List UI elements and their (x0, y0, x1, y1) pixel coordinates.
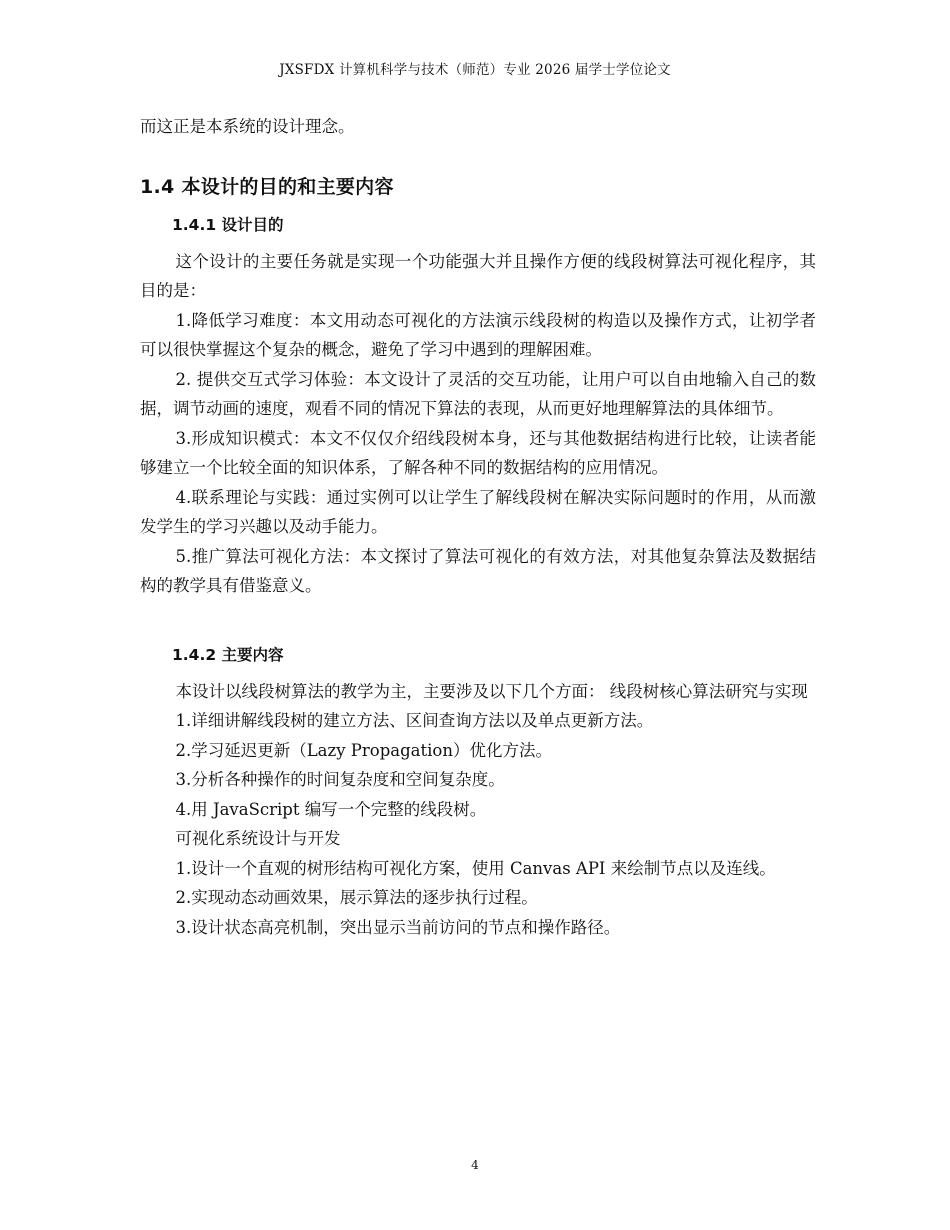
content-item-a3: 3.分析各种操作的时间复杂度和空间复杂度。 (175, 770, 505, 789)
purpose-item-5: 5.推广算法可视化方法：本文探讨了算法可视化的有效方法，对其他复杂算法及数据结构的教学具有借鉴意义。 (140, 546, 816, 595)
content-item-b1: 1.设计一个直观的树形结构可视化方案，使用 Canvas API 来绘制节点以及连线。 (175, 858, 776, 878)
content-item-a4: 4.用 JavaScript 编写一个完整的线段树。 (175, 799, 487, 819)
content-item-a1: 1.详细讲解线段树的建立方法、区间查询方法以及单点更新方法。 (175, 711, 654, 730)
content-lead-paragraph: 本设计以线段树算法的教学为主，主要涉及以下几个方面： 线段树核心算法研究与实现 (175, 681, 808, 701)
content-group-b-title: 可视化系统设计与开发 (175, 829, 341, 848)
purpose-item-1: 1.降低学习难度：本文用动态可视化的方法演示线段树的构造以及操作方式，让初学者可以很快掌握这个复杂的概念，避免了学习中遇到的理解困难。 (140, 310, 816, 359)
content-item-a2: 2.学习延迟更新（Lazy Propagation）优化方法。 (175, 740, 552, 760)
page-number: 4 (471, 1158, 479, 1172)
content-item-b3: 3.设计状态高亮机制，突出显示当前访问的节点和操作路径。 (175, 917, 621, 937)
running-header: JXSFDX 计算机科学与技术（师范）专业 2026 届学士学位论文 (279, 62, 671, 78)
purpose-item-4: 4.联系理论与实践：通过实例可以让学生了解线段树在解决实际问题时的作用，从而激发学生的学习兴趣以及动手能力。 (140, 487, 816, 536)
subsection-heading-purpose: 1.4.1 设计目的 (172, 215, 284, 234)
subsection-heading-content: 1.4.2 主要内容 (172, 645, 284, 664)
section-heading: 1.4 本设计的目的和主要内容 (140, 175, 394, 198)
purpose-item-2: 2. 提供交互式学习体验：本文设计了灵活的交互功能，让用户可以自由地输入自己的数据，调节动画的速度，观看不同的情况下算法的表现，从而更好地理解算法的具体细节。 (140, 369, 816, 418)
intro-line: 而这正是本系统的设计理念。 (140, 117, 355, 136)
page-body (140, 112, 816, 942)
purpose-lead-paragraph: 这个设计的主要任务就是实现一个功能强大并且操作方便的线段树算法可视化程序，其目的是： (140, 251, 816, 300)
purpose-item-3: 3.形成知识模式：本文不仅仅介绍线段树本身，还与其他数据结构进行比较，让读者能够建立一个比较全面的知识体系，了解各种不同的数据结构的应用情况。 (140, 428, 816, 477)
content-item-b2: 2.实现动态动画效果，展示算法的逐步执行过程。 (175, 888, 538, 907)
